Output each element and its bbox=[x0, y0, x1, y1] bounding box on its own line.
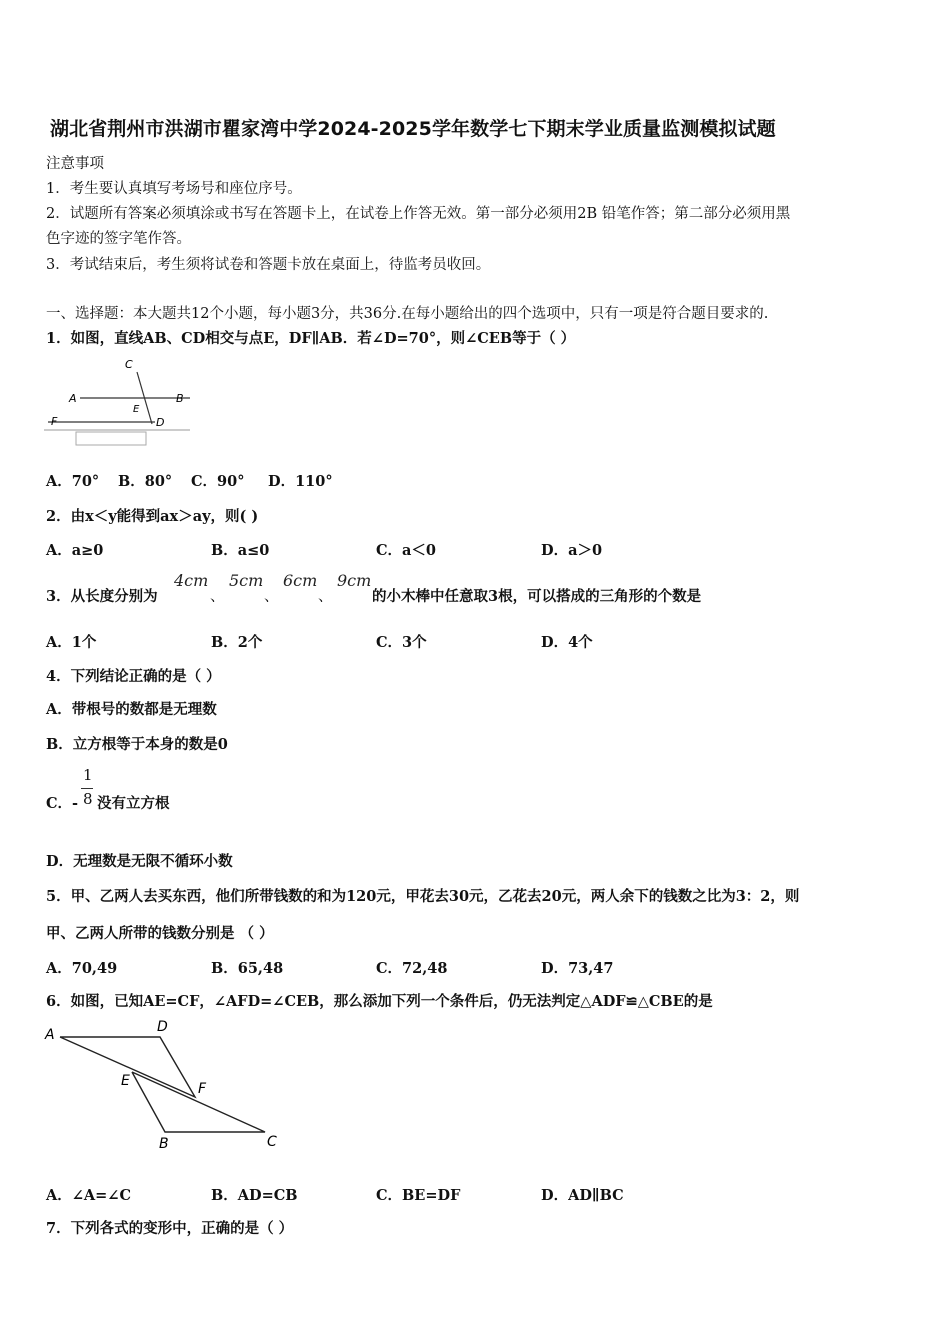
q1-option-a: A．70° bbox=[46, 473, 100, 490]
label-f: F bbox=[51, 415, 58, 428]
q1-figure bbox=[40, 352, 200, 452]
q5-option-a: A．70,49 bbox=[46, 960, 118, 977]
notice-item-1: 1．考生要认真填写考场号和座位序号。 bbox=[46, 181, 302, 197]
page-title: 湖北省荆州市洪湖市瞿家湾中学2024-2025学年数学七下期末学业质量监测模拟试题 bbox=[50, 118, 776, 140]
q6-figure bbox=[40, 1015, 290, 1155]
q3-option-c: C．3个 bbox=[376, 634, 427, 651]
q3-sep-3: 、 bbox=[318, 589, 333, 605]
q1-option-c: C．90° bbox=[191, 473, 245, 490]
label-e: E bbox=[121, 1073, 130, 1089]
q4-fraction-denominator: 8 bbox=[83, 790, 93, 808]
q6-option-d: D．AD∥BC bbox=[541, 1187, 624, 1204]
label-b: B bbox=[176, 392, 184, 405]
q2-option-b: B．a≤0 bbox=[211, 542, 270, 559]
label-b: B bbox=[159, 1136, 169, 1152]
q6-stem: 6．如图，已知AE=CF，∠AFD=∠CEB，那么添加下列一个条件后，仍无法判定△ADF≌△CBE的是 bbox=[46, 993, 713, 1010]
q6-option-a: A．∠A=∠C bbox=[46, 1187, 131, 1204]
q2-option-d: D．a＞0 bbox=[541, 542, 603, 559]
q4-fraction-numerator: 1 bbox=[83, 766, 93, 784]
q3-option-b: B．2个 bbox=[211, 634, 263, 651]
q3-length-1: 4cm bbox=[174, 571, 209, 590]
q3-sep-1: 、 bbox=[210, 589, 225, 605]
notice-item-2: 2．试题所有答案必须填涂或书写在答题卡上，在试卷上作答无效。第一部分必须用2B 铅笔作答；第二部分必须用黑 bbox=[46, 206, 791, 222]
figure-frame bbox=[76, 432, 146, 445]
q3-length-4: 9cm bbox=[337, 571, 372, 590]
section-heading: 一、选择题：本大题共12个小题，每小题3分，共36分.在每小题给出的四个选项中，只有一项是符合题目要求的. bbox=[46, 306, 769, 322]
label-f: F bbox=[198, 1081, 207, 1097]
q3-suffix: 的小木棒中任意取3根，可以搭成的三角形的个数是 bbox=[372, 588, 702, 605]
notice-item-2-cont: 色字迹的签字笔作答。 bbox=[46, 231, 191, 247]
q1-option-b: B．80° bbox=[118, 473, 173, 490]
label-d: D bbox=[157, 1019, 168, 1035]
q4-option-c-suffix: 没有立方根 bbox=[97, 795, 170, 812]
q3-option-d: D．4个 bbox=[541, 634, 593, 651]
label-e: E bbox=[133, 404, 140, 415]
notice-item-3: 3．考试结束后，考生须将试卷和答题卡放在桌面上，待监考员收回。 bbox=[46, 257, 491, 273]
q6-option-c: C．BE=DF bbox=[376, 1187, 461, 1204]
q4-option-d: D．无理数是无限不循环小数 bbox=[46, 853, 233, 870]
q4-option-c-prefix: C．- bbox=[46, 795, 79, 812]
label-c: C bbox=[125, 358, 133, 371]
q5-stem-line1: 5．甲、乙两人去买东西，他们所带钱数的和为120元，甲花去30元，乙花去20元，两人余下的钱数之比为3：2，则 bbox=[46, 888, 800, 905]
q5-option-b: B．65,48 bbox=[211, 960, 284, 977]
q3-option-a: A．1个 bbox=[46, 634, 97, 651]
q4-stem: 4．下列结论正确的是（ ） bbox=[46, 668, 221, 685]
q1-option-d: D．110° bbox=[268, 473, 333, 490]
q2-option-c: C．a＜0 bbox=[376, 542, 437, 559]
q4-option-a: A．带根号的数都是无理数 bbox=[46, 701, 217, 718]
q5-stem-line2: 甲、乙两人所带的钱数分别是 （ ） bbox=[46, 925, 274, 942]
q4-fraction-bar bbox=[81, 788, 93, 789]
q3-length-2: 5cm bbox=[229, 571, 264, 590]
q5-option-c: C．72,48 bbox=[376, 960, 448, 977]
q3-prefix: 3．从长度分别为 bbox=[46, 588, 158, 605]
q3-length-3: 6cm bbox=[283, 571, 318, 590]
q4-option-b: B．立方根等于本身的数是0 bbox=[46, 736, 228, 753]
q2-option-a: A．a≥0 bbox=[46, 542, 104, 559]
q3-sep-2: 、 bbox=[264, 589, 279, 605]
q7-stem: 7．下列各式的变形中，正确的是（ ） bbox=[46, 1220, 294, 1237]
q1-stem: 1．如图，直线AB、CD相交与点E，DF∥AB．若∠D=70°，则∠CEB等于（ ） bbox=[46, 330, 576, 347]
label-a: A bbox=[69, 392, 77, 405]
q6-option-b: B．AD=CB bbox=[211, 1187, 298, 1204]
label-c: C bbox=[267, 1134, 277, 1150]
label-a: A bbox=[45, 1027, 55, 1043]
q2-stem: 2．由x＜y能得到ax＞ay，则( ) bbox=[46, 508, 259, 525]
q5-option-d: D．73,47 bbox=[541, 960, 614, 977]
notice-heading: 注意事项 bbox=[46, 156, 104, 172]
label-d: D bbox=[156, 416, 165, 429]
